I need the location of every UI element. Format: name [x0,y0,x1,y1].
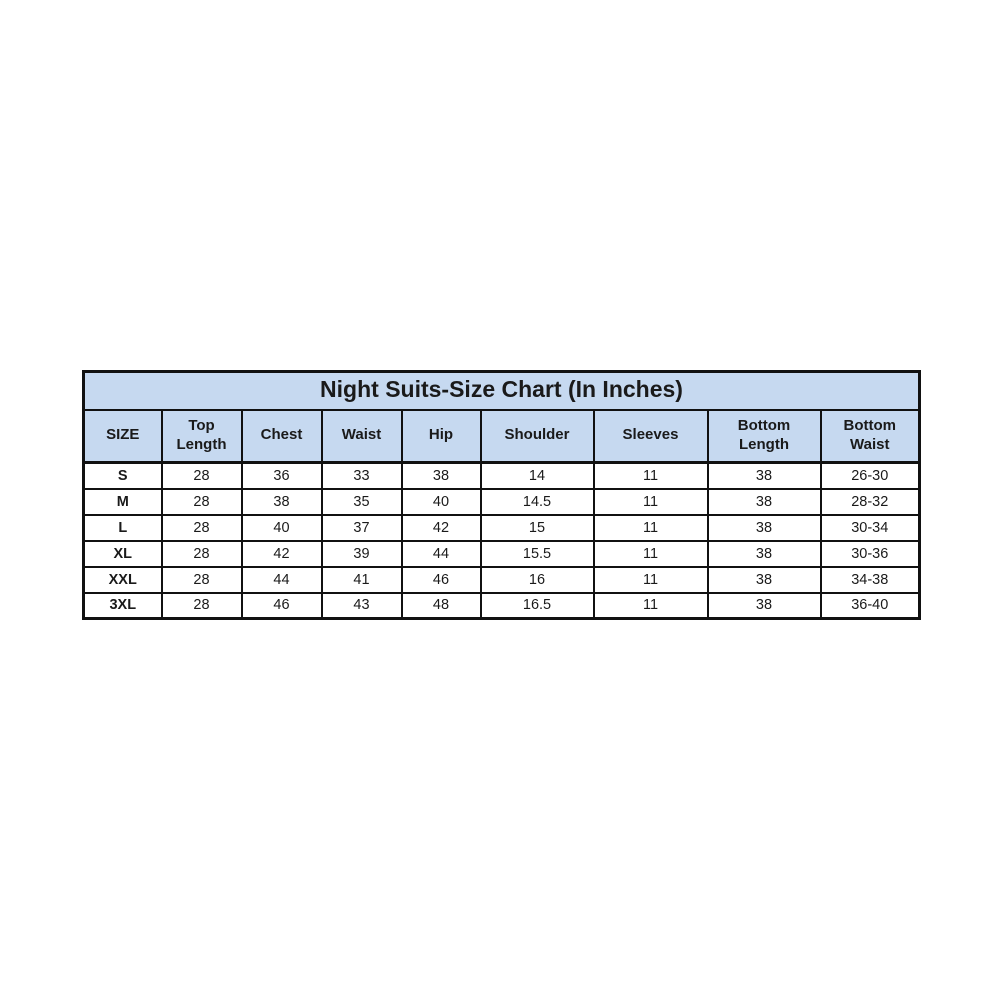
measurement-cell: 11 [594,515,708,541]
measurement-cell: 37 [322,515,402,541]
measurement-cell: 42 [242,541,322,567]
measurement-cell: 35 [322,489,402,515]
title-row [84,372,920,410]
measurement-cell: 39 [322,541,402,567]
size-label-cell: XL [84,541,162,567]
measurement-cell: 36 [242,463,322,489]
measurement-cell: 15 [481,515,594,541]
header-cell-size: SIZE [84,410,162,463]
size-label-cell: 3XL [84,593,162,619]
table-row [84,515,920,541]
header-cell-sleeves: Sleeves [594,410,708,463]
measurement-cell: 44 [242,567,322,593]
table-row [84,567,920,593]
measurement-cell: 38 [708,515,821,541]
measurement-cell: 40 [242,515,322,541]
measurement-cell: 38 [708,541,821,567]
measurement-cell: 38 [242,489,322,515]
size-label-cell: S [84,463,162,489]
measurement-cell: 11 [594,541,708,567]
header-cell-top-length: Top Length [162,410,242,463]
size-label-cell: M [84,489,162,515]
measurement-cell: 30-36 [821,541,920,567]
measurement-cell: 46 [402,567,481,593]
table-row [84,463,920,489]
measurement-cell: 26-30 [821,463,920,489]
measurement-cell: 33 [322,463,402,489]
size-label-cell: XXL [84,567,162,593]
measurement-cell: 15.5 [481,541,594,567]
measurement-cell: 11 [594,463,708,489]
header-cell-bottom-waist: Bottom Waist [821,410,920,463]
measurement-cell: 28 [162,567,242,593]
measurement-cell: 38 [708,593,821,619]
measurement-cell: 14.5 [481,489,594,515]
measurement-cell: 44 [402,541,481,567]
measurement-cell: 11 [594,567,708,593]
measurement-cell: 40 [402,489,481,515]
measurement-cell: 38 [708,489,821,515]
measurement-cell: 43 [322,593,402,619]
table-row [84,489,920,515]
size-chart [82,370,918,620]
table-row [84,593,920,619]
measurement-cell: 36-40 [821,593,920,619]
measurement-cell: 41 [322,567,402,593]
measurement-cell: 34-38 [821,567,920,593]
table-row [84,541,920,567]
measurement-cell: 38 [402,463,481,489]
measurement-cell: 38 [708,463,821,489]
header-cell-shoulder: Shoulder [481,410,594,463]
measurement-cell: 28 [162,489,242,515]
header-cell-bottom-length: Bottom Length [708,410,821,463]
measurement-cell: 46 [242,593,322,619]
chart-title: Night Suits-Size Chart (In Inches) [84,372,920,410]
measurement-cell: 28 [162,593,242,619]
header-cell-waist: Waist [322,410,402,463]
measurement-cell: 42 [402,515,481,541]
measurement-cell: 48 [402,593,481,619]
measurement-cell: 14 [481,463,594,489]
measurement-cell: 28-32 [821,489,920,515]
measurement-cell: 28 [162,463,242,489]
size-label-cell: L [84,515,162,541]
measurement-cell: 11 [594,593,708,619]
measurement-cell: 11 [594,489,708,515]
table-body [84,463,920,619]
measurement-cell: 28 [162,515,242,541]
measurement-cell: 30-34 [821,515,920,541]
header-cell-hip: Hip [402,410,481,463]
measurement-cell: 16.5 [481,593,594,619]
header-cell-chest: Chest [242,410,322,463]
header-row [84,410,920,463]
size-chart-table [82,370,921,620]
measurement-cell: 38 [708,567,821,593]
measurement-cell: 16 [481,567,594,593]
measurement-cell: 28 [162,541,242,567]
